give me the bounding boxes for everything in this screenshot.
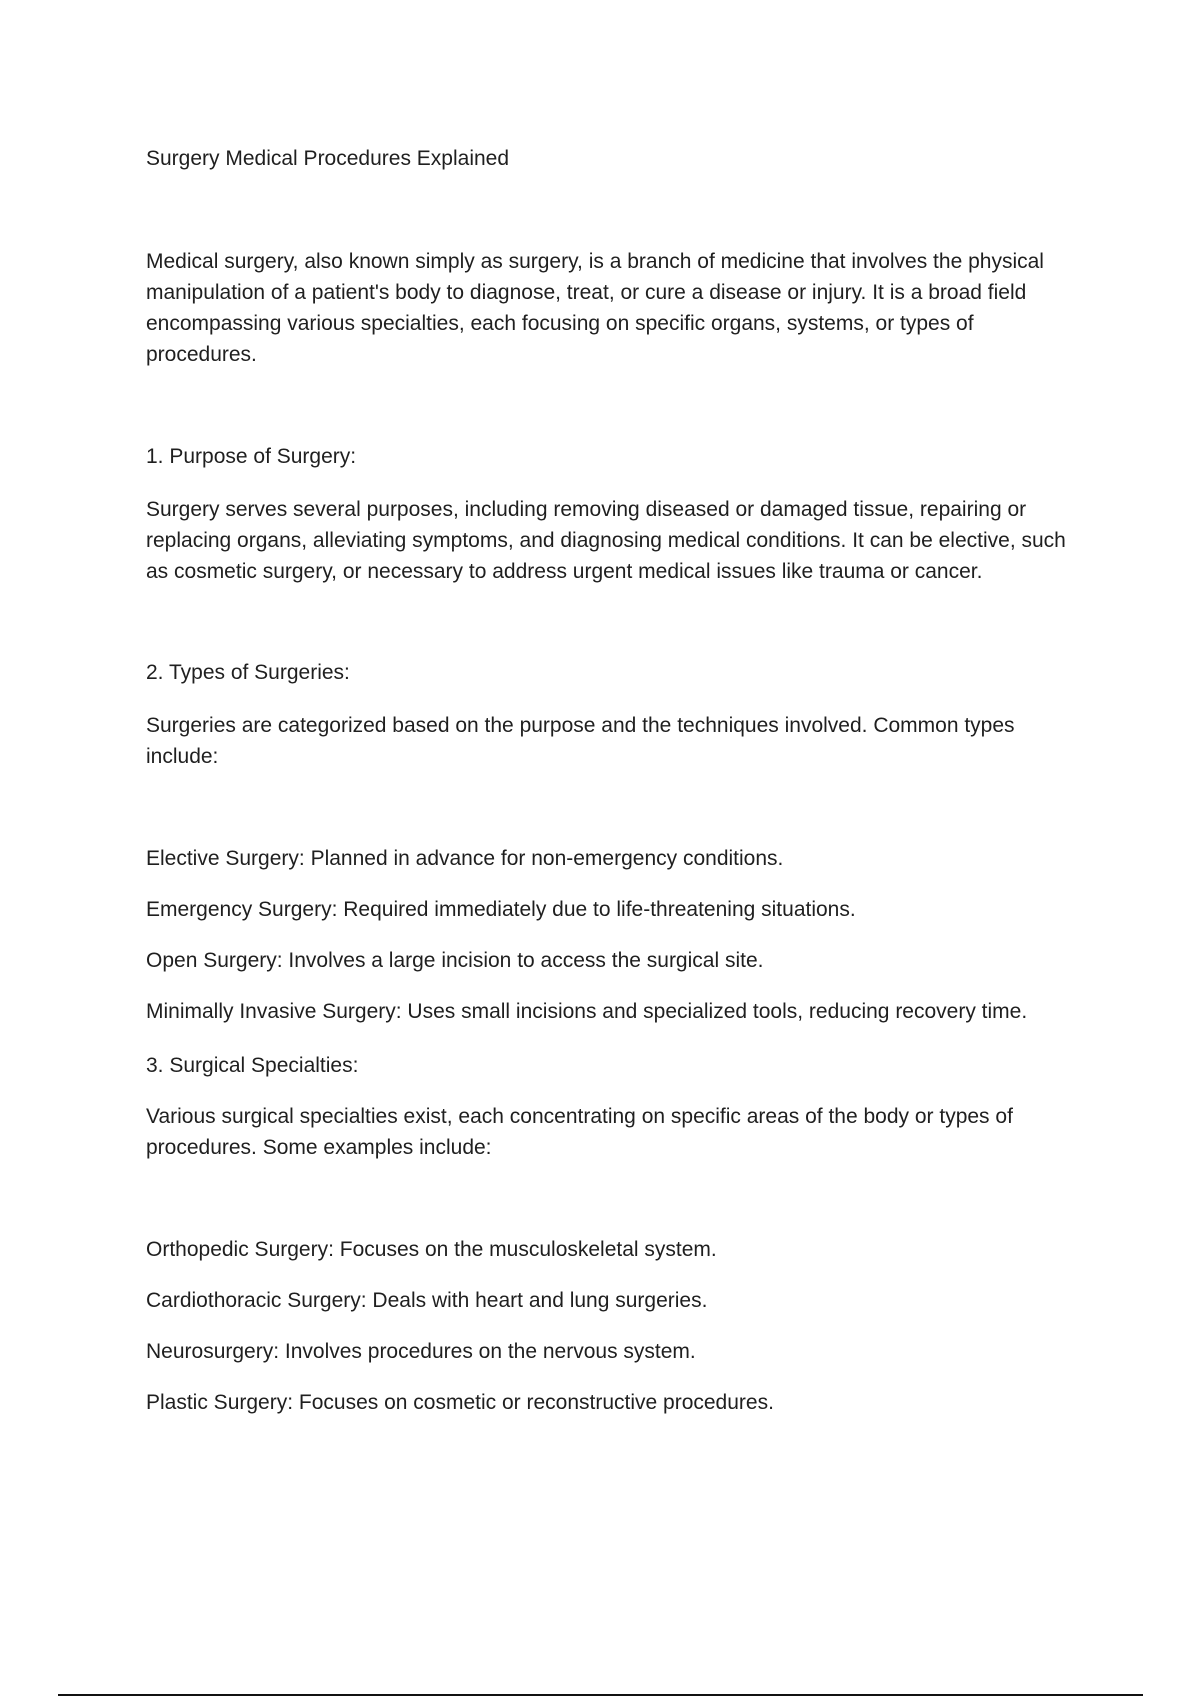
list-item-elective-surgery: Elective Surgery: Planned in advance for non-emergency conditions. (146, 847, 784, 870)
types-list (146, 843, 1027, 1047)
list-item-emergency-surgery: Emergency Surgery: Required immediately due to life-threatening situations. (146, 898, 856, 921)
list-item-minimally-invasive-surgery: Minimally Invasive Surgery: Uses small incisions and specialized tools, reducing recovery time. (146, 1000, 1028, 1023)
list-item-cardiothoracic-surgery: Cardiothoracic Surgery: Deals with heart and lung surgeries. (146, 1289, 708, 1312)
section-body-purpose: Surgery serves several purposes, including removing diseased or damaged tissue, repairing or replacing organs, alleviating symptoms, and diagnosing medical conditions. It can be elective, such as cosmetic surgery, or necessary to address urgent medical issues like trauma or cancer. (146, 498, 1066, 583)
section-body-specialties: Various surgical specialties exist, each concentrating on specific areas of the body or types of procedures. Some examples include: (146, 1105, 1013, 1159)
list-item-orthopedic-surgery: Orthopedic Surgery: Focuses on the musculoskeletal system. (146, 1238, 717, 1261)
intro-paragraph: Medical surgery, also known simply as surgery, is a branch of medicine that involves the physical manipulation of a patient's body to diagnose, treat, or cure a disease or injury. It is a broad field encompassing various specialties, each focusing on specific organs, systems, or types of procedures. (146, 250, 1044, 366)
section-heading-types: 2. Types of Surgeries: (146, 661, 350, 684)
list-item-open-surgery: Open Surgery: Involves a large incision to access the surgical site. (146, 949, 764, 972)
section-heading-purpose: 1. Purpose of Surgery: (146, 445, 357, 468)
footer-divider (58, 1694, 1143, 1696)
list-item-neurosurgery: Neurosurgery: Involves procedures on the nervous system. (146, 1340, 696, 1363)
list-item-plastic-surgery: Plastic Surgery: Focuses on cosmetic or reconstructive procedures. (146, 1391, 774, 1414)
section-body-types: Surgeries are categorized based on the purpose and the techniques involved. Common types include: (146, 714, 1015, 768)
document-title: Surgery Medical Procedures Explained (146, 147, 510, 170)
section-heading-specialties: 3. Surgical Specialties: (146, 1054, 359, 1077)
specialties-list (146, 1234, 774, 1438)
